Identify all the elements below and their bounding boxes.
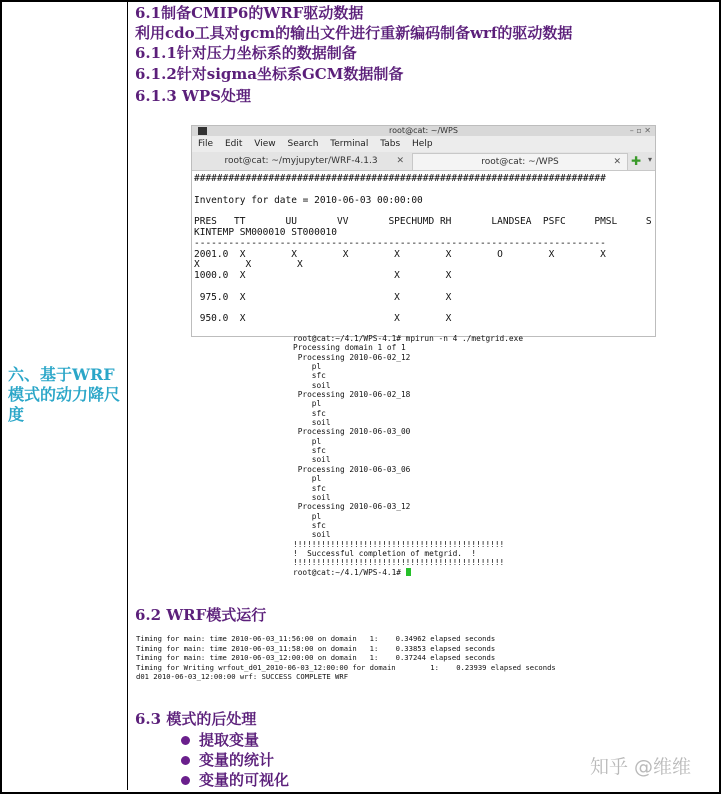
log-line: d01 2010-06-03_12:00:00 wrf: SUCCESS COMPLETE WRF [136,672,349,681]
menu-edit: Edit [224,139,243,149]
log-line: Timing for main: time 2010-06-03_12:00:00 on domain 1: 0.37244 elapsed seconds [136,653,496,662]
log-line: 950.0 X X X [194,313,452,325]
menu-tabs: Tabs [380,139,401,149]
log-line: soil [293,380,331,390]
log-line: sfc [293,371,326,381]
log-line: soil [293,530,331,540]
terminal-menubar [192,136,655,152]
metgrid-log [293,334,523,577]
heading-6-1-desc: 利用cdo工具对gcm的输出文件进行重新编码制备wrf的驱动数据 [135,24,573,42]
menu-terminal: Terminal [330,139,369,149]
log-line: Processing 2010-06-03_12 [293,502,411,512]
heading-6-1-2: 6.1.2针对sigma坐标系GCM数据制备 [135,65,404,83]
log-line: pl [293,474,322,484]
list-item: 变量的可视化 [181,770,289,790]
log-line: pl [293,436,322,446]
close-icon: ✕ [396,156,404,166]
chevron-down-icon: ▾ [647,155,652,164]
log-line: Processing 2010-06-03_00 [293,427,411,437]
log-line: pl [293,511,322,521]
log-line: soil [293,492,331,502]
terminal-titlebar [192,126,655,136]
window-menu-icon [198,127,207,135]
heading-6-1-1: 6.1.1针对压力坐标系的数据制备 [135,44,357,62]
bullet-list [181,730,289,790]
heading-6-2: 6.2 WRF模式运行 [135,606,267,624]
log-line: PRES TT UU VV SPECHUMD RH LANDSEA PSFC PMSL S [194,216,652,228]
log-line: Processing 2010-06-02_18 [293,390,411,400]
bullet-icon [181,776,190,785]
log-line [194,185,655,196]
log-line: pl [293,362,322,372]
window-controls-icon: – ▫ ✕ [629,126,651,135]
log-line: pl [293,399,322,409]
cursor-icon [406,568,411,576]
heading-6-3: 6.3 模式的后处理 [135,710,257,728]
menu-search: Search [287,139,319,149]
log-line: ------------------------------------------------------------------------ [194,237,606,249]
log-line: !!!!!!!!!!!!!!!!!!!!!!!!!!!!!!!!!!!!!!!!!!!!! [293,539,505,549]
log-line: root@cat:~/4.1/WPS-4.1# mpirun -n 4 ./metgrid.exe [293,334,524,343]
log-line: soil [293,455,331,465]
menu-help: Help [412,139,433,149]
log-line: sfc [293,483,326,493]
section-title-cell: 六、基于WRF模式的动力降尺度 [8,365,121,424]
heading-6-1: 6.1制备CMIP6的WRF驱动数据 [135,4,364,22]
terminal-title: root@cat: ~/WPS [389,126,458,135]
wrf-timing-log [136,634,556,682]
bullet-icon [181,736,190,745]
log-line: KINTEMP SM000010 ST000010 [194,226,337,238]
log-line: sfc [293,446,326,456]
log-line: 2001.0 X X X X X O X X [194,248,606,260]
log-line: Inventory for date = 2010-06-03 00:00:00 [194,194,423,206]
column-divider [127,0,128,790]
log-line: sfc [293,408,326,418]
log-line: ######################################################################## [194,173,606,184]
close-icon: ✕ [613,157,621,167]
log-line: sfc [293,520,326,530]
terminal-screenshot [191,125,656,337]
log-line: X X X [194,259,303,271]
log-line: 975.0 X X X [194,291,452,303]
terminal-tab-wrf: root@cat: ~/myjupyter/WRF-4.1.3 ✕ [192,153,410,169]
log-line: 1000.0 X X X [194,270,452,282]
menu-view: View [254,139,276,149]
log-line: !!!!!!!!!!!!!!!!!!!!!!!!!!!!!!!!!!!!!!!!!!!!! [293,558,505,568]
log-line: Timing for Writing wrfout_d01_2010-06-03_12:00:00 for domain 1: 0.23939 elapsed seconds [136,662,556,672]
log-line: Timing for main: time 2010-06-03_11:56:00 on domain 1: 0.34962 elapsed seconds [136,634,496,643]
log-line: Processing 2010-06-02_12 [293,352,411,362]
log-line: root@cat:~/4.1/WPS-4.1# [293,568,523,577]
terminal-output [192,171,655,337]
list-item: 提取变量 [181,730,289,750]
log-line: soil [293,418,331,428]
heading-6-1-3: 6.1.3 WPS处理 [135,87,251,105]
new-tab-icon: ✚ [630,154,641,168]
terminal-tabs [192,152,655,171]
log-line: ! Successful completion of metgrid. ! [293,548,477,558]
terminal-tab-wps: root@cat: ~/WPS ✕ [412,153,628,170]
log-line: Processing 2010-06-03_06 [293,464,411,474]
bullet-icon [181,756,190,765]
menu-file: File [198,139,214,149]
list-item: 变量的统计 [181,750,289,770]
log-line: Processing domain 1 of 1 [293,343,406,353]
watermark: 知乎 @维维 [590,756,692,778]
log-line: Timing for main: time 2010-06-03_11:58:00 on domain 1: 0.33853 elapsed seconds [136,643,496,653]
